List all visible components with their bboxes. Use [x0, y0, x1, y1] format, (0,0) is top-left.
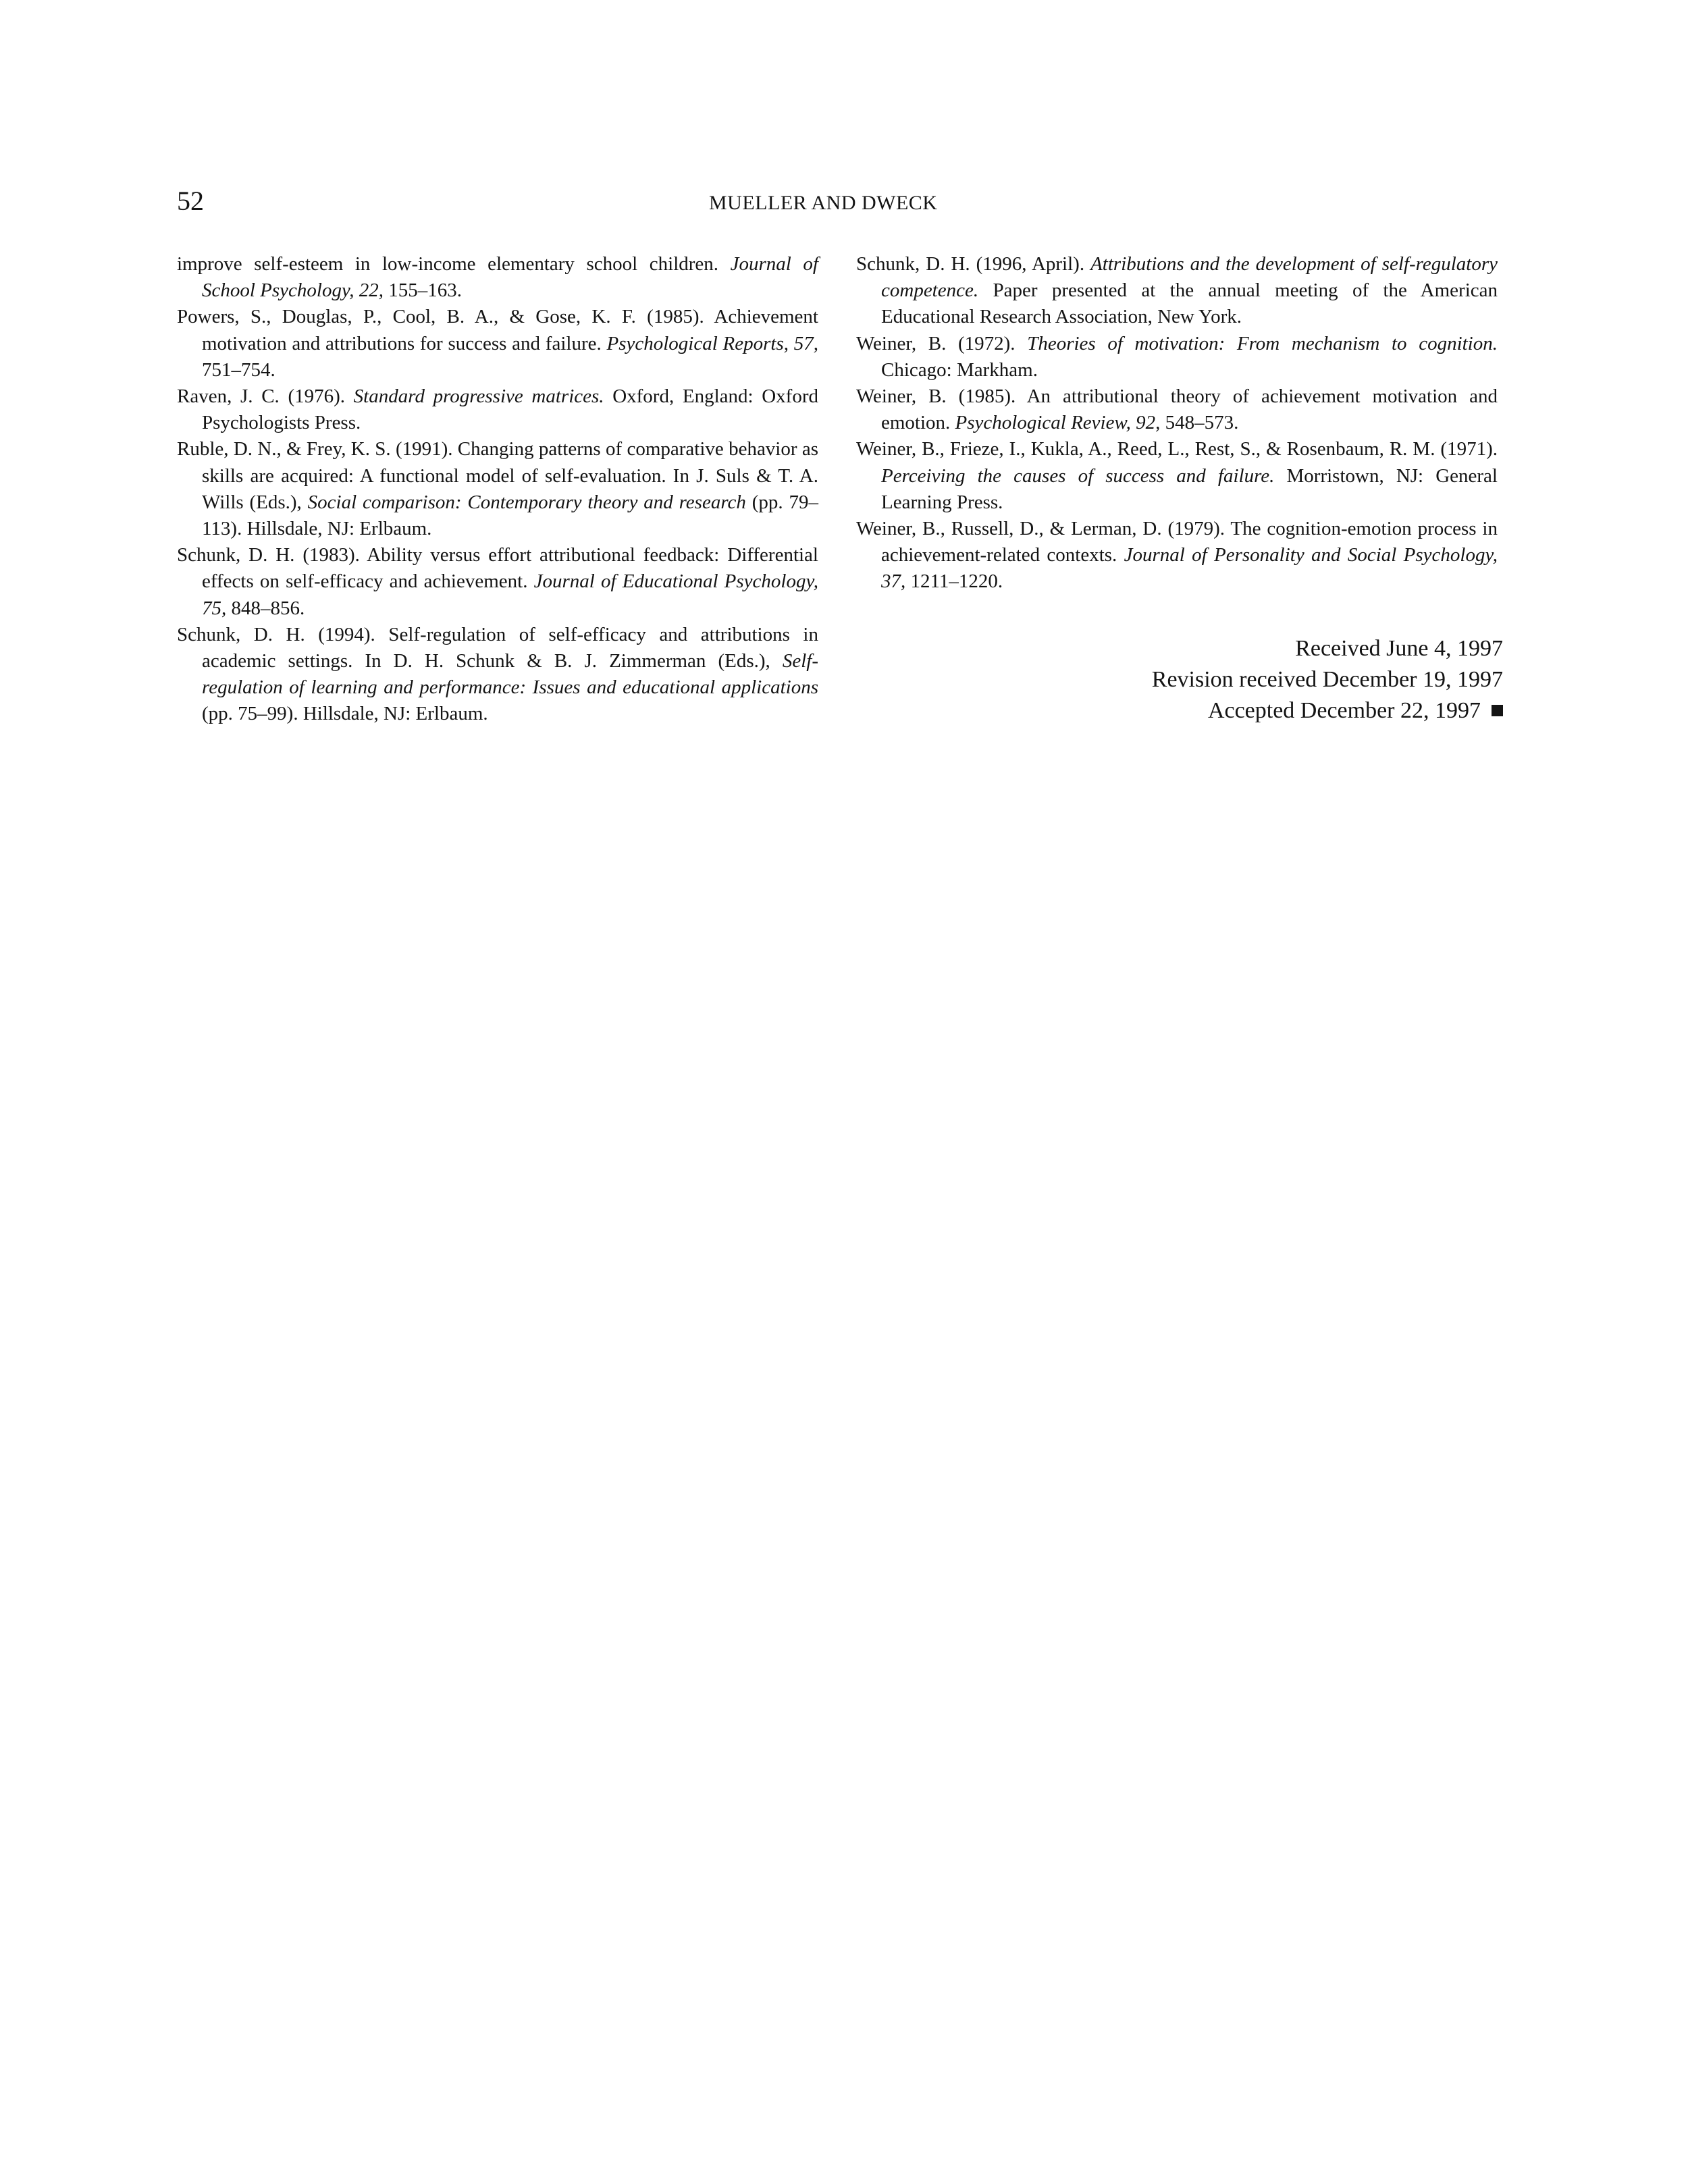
running-head: MUELLER AND DWECK: [709, 192, 938, 214]
reference-entry: Ruble, D. N., & Frey, K. S. (1991). Changing patterns of comparative behavior as skills are acquired: A functional model of self-evaluation. In J. Suls & T. A. Wills (Eds.), Social comparison: Contemporary theory and research (pp. 79–113). Hillsdale, NJ: Erlbaum.: [177, 438, 818, 540]
accepted-date-line: [1152, 695, 1503, 726]
accepted-date: Accepted December 22, 1997: [1207, 698, 1481, 723]
reference-entry: Schunk, D. H. (1996, April). Attributions and the development of self-regulatory competence. Paper presented at the annual meeting of the American Educational Research Association, New York.: [856, 253, 1498, 328]
revision-date: Revision received December 19, 1997: [1151, 667, 1503, 692]
received-date: Received June 4, 1997: [1295, 636, 1503, 661]
reference-entry: Weiner, B., Russell, D., & Lerman, D. (1979). The cognition-emotion process in achievement-related contexts. Journal of Personality and Social Psychology, 37, 1211–1220.: [856, 518, 1498, 593]
manuscript-dates: [1152, 633, 1503, 726]
references-left-column: [177, 251, 818, 728]
reference-entry: Raven, J. C. (1976). Standard progressive matrices. Oxford, England: Oxford Psychologists Press.: [177, 385, 818, 434]
reference-entry: improve self-esteem in low-income elementary school children. Journal of School Psychology, 22, 155–163.: [177, 253, 818, 302]
reference-entry: Schunk, D. H. (1994). Self-regulation of self-efficacy and attributions in academic settings. In D. H. Schunk & B. J. Zimmerman (Eds.), Self-regulation of learning and performance: Issues and educational applications (pp. 75–99). Hillsdale, NJ: Erlbaum.: [177, 623, 818, 725]
reference-entry: Schunk, D. H. (1983). Ability versus effort attributional feedback: Differential effects on self-efficacy and achievement. Journal of Educational Psychology, 75, 848–856.: [177, 544, 818, 619]
reference-entry: Weiner, B., Frieze, I., Kukla, A., Reed, L., Rest, S., & Rosenbaum, R. M. (1971). Perceiving the causes of success and failure. Morristown, NJ: General Learning Press.: [856, 438, 1498, 513]
references-right-column: [856, 251, 1498, 595]
page-number: 52: [177, 186, 204, 216]
reference-entry: Weiner, B. (1985). An attributional theory of achievement motivation and emotion. Psychological Review, 92, 548–573.: [856, 385, 1498, 434]
reference-entry: Powers, S., Douglas, P., Cool, B. A., & Gose, K. F. (1985). Achievement motivation and attributions for success and failure. Psychological Reports, 57, 751–754.: [177, 306, 818, 381]
end-of-article-square-icon: [1492, 705, 1503, 716]
reference-entry: Weiner, B. (1972). Theories of motivation: From mechanism to cognition. Chicago: Markham.: [856, 332, 1498, 381]
